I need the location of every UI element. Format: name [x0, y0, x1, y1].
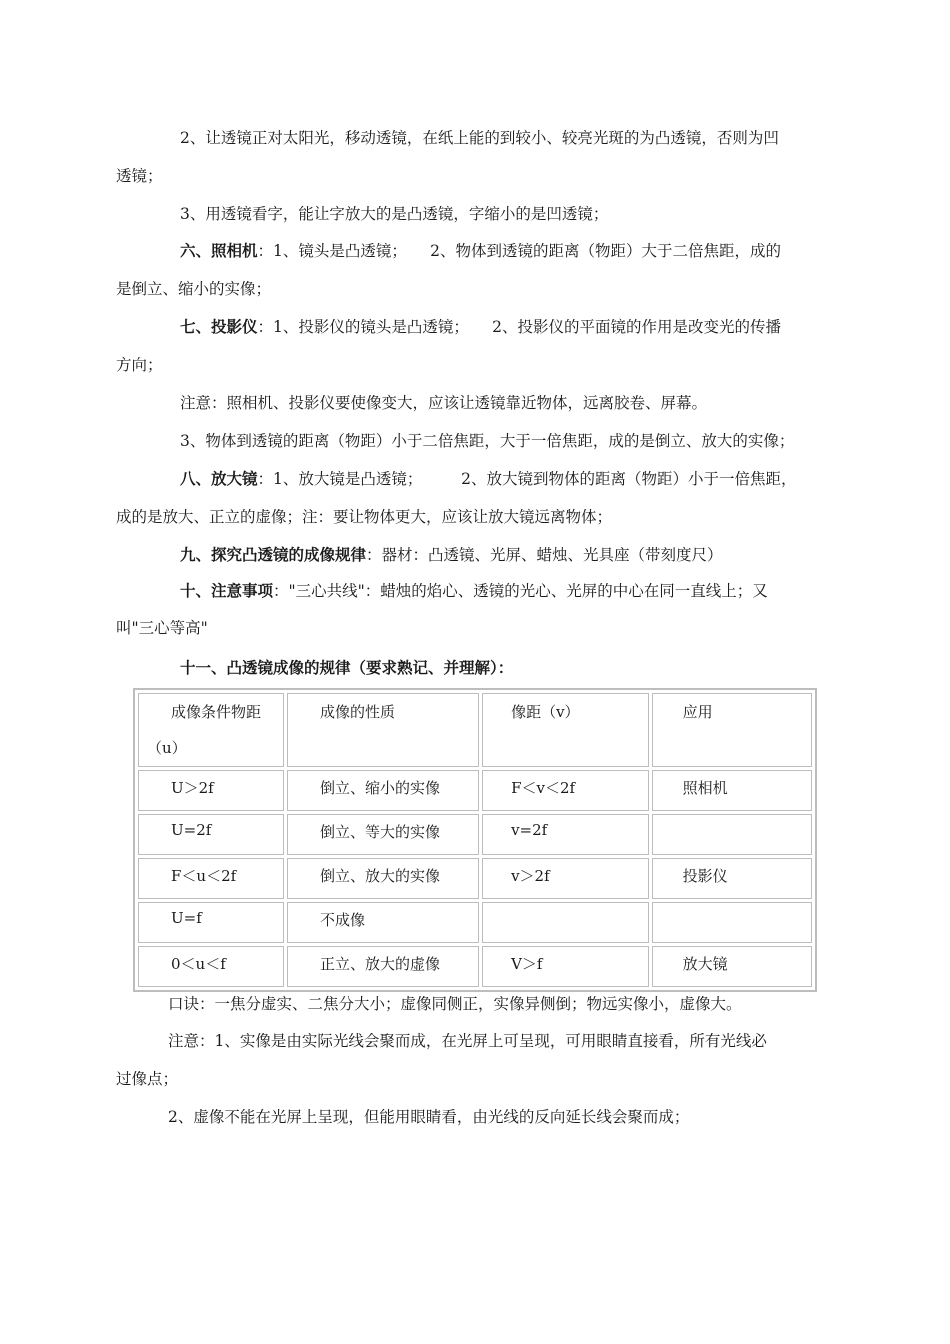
table-cell: 倒立、放大的实像	[287, 858, 479, 899]
heading-notes: 十、注意事项	[180, 581, 274, 600]
paragraph-convex-test-3: 3、用透镜看字，能让字放大的是凸透镜，字缩小的是凹透镜；	[180, 205, 609, 223]
table-cell: v=2f	[482, 814, 649, 855]
camera-text: ：1、镜头是凸透镜； 2、物体到透镜的距离（物距）大于二倍焦距，成的	[257, 242, 781, 260]
paragraph-camera-cont: 是倒立、缩小的实像；	[116, 280, 272, 298]
header-image-distance: 像距（v）	[482, 693, 649, 767]
table-cell: 倒立、等大的实像	[287, 814, 479, 855]
paragraph-camera	[180, 241, 781, 261]
table-row	[138, 858, 812, 899]
table-cell: U=2f	[138, 814, 284, 855]
table-cell	[652, 814, 812, 855]
paragraph-notes	[180, 581, 768, 601]
projector-text: ：1、投影仪的镜头是凸透镜； 2、投影仪的平面镜的作用是改变光的传播	[257, 318, 781, 336]
imaging-rules-table	[133, 688, 817, 992]
table-cell: V＞f	[482, 946, 649, 987]
paragraph-convex-test-2a: 2、让透镜正对太阳光，移动透镜，在纸上能的到较小、较亮光斑的为凸透镜，否则为凹	[180, 129, 779, 147]
table-cell: U＞2f	[138, 770, 284, 811]
heading-magnifier: 八、放大镜	[180, 469, 258, 488]
table-cell: 正立、放大的虚像	[287, 946, 479, 987]
paragraph-explore	[180, 545, 723, 565]
heading-explore: 九、探究凸透镜的成像规律	[180, 545, 367, 564]
table-header-row	[138, 693, 812, 767]
header-object-distance-unit: （u）	[147, 739, 187, 757]
paragraph-notes-cont: 叫"三心等高"	[116, 619, 208, 637]
table-row	[138, 814, 812, 855]
header-object-distance	[138, 693, 284, 767]
header-application: 应用	[652, 693, 812, 767]
paragraph-projector-cont: 方向；	[116, 356, 163, 374]
paragraph-magnifier-cont: 成的是放大、正立的虚像；注：要让物体更大，应该让放大镜远离物体；	[116, 508, 613, 526]
paragraph-convex-test-2b: 透镜；	[116, 167, 163, 185]
table-cell: 倒立、缩小的实像	[287, 770, 479, 811]
table-row	[138, 902, 812, 943]
paragraph-note-real-image-cont: 过像点；	[116, 1070, 179, 1088]
table-cell	[482, 902, 649, 943]
paragraph-projector-3: 3、物体到透镜的距离（物距）小于二倍焦距，大于一倍焦距，成的是倒立、放大的实像；	[180, 432, 795, 450]
heading-camera: 六、照相机	[180, 241, 258, 260]
table-cell: 不成像	[287, 902, 479, 943]
notes-text: ："三心共线"：蜡烛的焰心、透镜的光心、光屏的中心在同一直线上；又	[273, 582, 768, 600]
paragraph-mnemonic: 口诀：一焦分虚实、二焦分大小；虚像同侧正，实像异侧倒；物远实像小，虚像大。	[168, 995, 742, 1013]
header-image-nature: 成像的性质	[287, 693, 479, 767]
table-row	[138, 770, 812, 811]
paragraph-magnifier	[180, 469, 797, 489]
paragraph-note-virtual-image: 2、虚像不能在光屏上呈现，但能用眼睛看，由光线的反向延长线会聚而成；	[168, 1108, 690, 1126]
explore-text: ：器材：凸透镜、光屏、蜡烛、光具座（带刻度尺）	[366, 546, 723, 564]
paragraph-note-real-image: 注意：1、实像是由实际光线会聚而成，在光屏上可呈现，可用眼睛直接看，所有光线必	[168, 1032, 767, 1050]
paragraph-projector	[180, 317, 781, 337]
table-cell: 0＜u＜f	[138, 946, 284, 987]
magnifier-text: ：1、放大镜是凸透镜； 2、放大镜到物体的距离（物距）小于一倍焦距，	[257, 470, 797, 488]
table-cell	[652, 902, 812, 943]
table-cell: 照相机	[652, 770, 812, 811]
table-cell: 投影仪	[652, 858, 812, 899]
header-object-distance-label: 成像条件物距	[171, 703, 262, 721]
table-row	[138, 946, 812, 987]
heading-imaging-rules: 十一、凸透镜成像的规律（要求熟记、并理解）：	[180, 658, 514, 677]
paragraph-note-1: 注意：照相机、投影仪要使像变大，应该让透镜靠近物体，远离胶卷、屏幕。	[180, 394, 708, 412]
table-cell: U=f	[138, 902, 284, 943]
table-cell: F＜v＜2f	[482, 770, 649, 811]
table-cell: 放大镜	[652, 946, 812, 987]
table-cell: v＞2f	[482, 858, 649, 899]
heading-projector: 七、投影仪	[180, 317, 258, 336]
table-cell: F＜u＜2f	[138, 858, 284, 899]
